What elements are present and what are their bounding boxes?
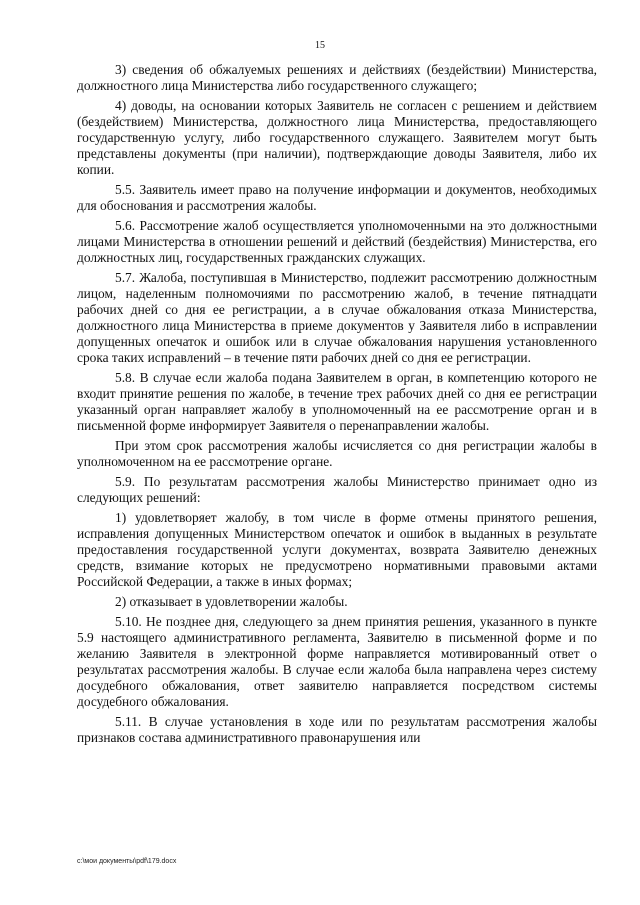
paragraph-5-8: 5.8. В случае если жалоба подана Заявителем в орган, в компетенцию которого не входит принятие решения по жалобе, в течение трех рабочих дней со дня ее регистрации указанный орган направляет жалобу в уполномоченный на ее рассмотрение орган и в письменной форме информирует Заявителя о перенаправлении жалобы. [77, 370, 597, 433]
paragraph-5-5: 5.5. Заявитель имеет право на получение информации и документов, необходимых для обоснования и рассмотрения жалобы. [77, 182, 597, 213]
paragraph-5-8-note: При этом срок рассмотрения жалобы исчисляется со дня регистрации жалобы в уполномоченном на ее рассмотрение органе. [77, 438, 597, 469]
paragraph-5-7: 5.7. Жалоба, поступившая в Министерство, подлежит рассмотрению должностным лицом, наделенным полномочиями по рассмотрению жалоб, в течение пятнадцати рабочих дней со дня ее регистрации, а в случае обжалования отказа Министерства, должностного лица Министерства в приеме документов у Заявителя либо в исправлении допущенных опечаток и ошибок или в случае обжалования нарушения установленного срока таких исправлений – в течение пяти рабочих дней со дня ее регистрации. [77, 270, 597, 365]
page-number: 15 [315, 40, 325, 51]
paragraph-5-9: 5.9. По результатам рассмотрения жалобы Министерство принимает одно из следующих решений: [77, 474, 597, 505]
paragraph-item-4: 4) доводы, на основании которых Заявитель не согласен с решением и действием (бездействием) Министерства, должностного лица Министерства, предоставляющего государственную услугу, либо государственного служащего. Заявителем могут быть представлены документы (при наличии), подтверждающие доводы Заявителя, либо их копии. [77, 98, 597, 177]
document-body [77, 62, 597, 750]
paragraph-5-11: 5.11. В случае установления в ходе или по результатам рассмотрения жалобы признаков состава административного правонарушения или [77, 714, 597, 745]
paragraph-5-6: 5.6. Рассмотрение жалоб осуществляется уполномоченными на это должностными лицами Министерства в отношении решений и действий (бездействия) Министерства, его должностных лиц, государственных гражданских служащих. [77, 218, 597, 265]
paragraph-item-3: 3) сведения об обжалуемых решениях и действиях (бездействии) Министерства, должностного лица Министерства либо государственного служащего; [77, 62, 597, 93]
paragraph-5-10: 5.10. Не позднее дня, следующего за днем принятия решения, указанного в пункте 5.9 настоящего административного регламента, Заявителю в письменной форме и по желанию Заявителя в электронной форме направляется мотивированный ответ о результатах рассмотрения жалобы. В случае если жалоба была направлена через систему досудебного обжалования, ответ заявителю направляется посредством системы досудебного обжалования. [77, 614, 597, 709]
footer-file-path: c:\мои документы\pdf\179.docx [77, 858, 177, 865]
paragraph-5-9-item-1: 1) удовлетворяет жалобу, в том числе в форме отмены принятого решения, исправления допущенных Министерством опечаток и ошибок в выданных в результате предоставления государственной услуги документах, возврата Заявителю денежных средств, взимание которых не предусмотрено нормативными правовыми актами Российской Федерации, а также в иных формах; [77, 510, 597, 589]
paragraph-5-9-item-2: 2) отказывает в удовлетворении жалобы. [115, 594, 348, 609]
